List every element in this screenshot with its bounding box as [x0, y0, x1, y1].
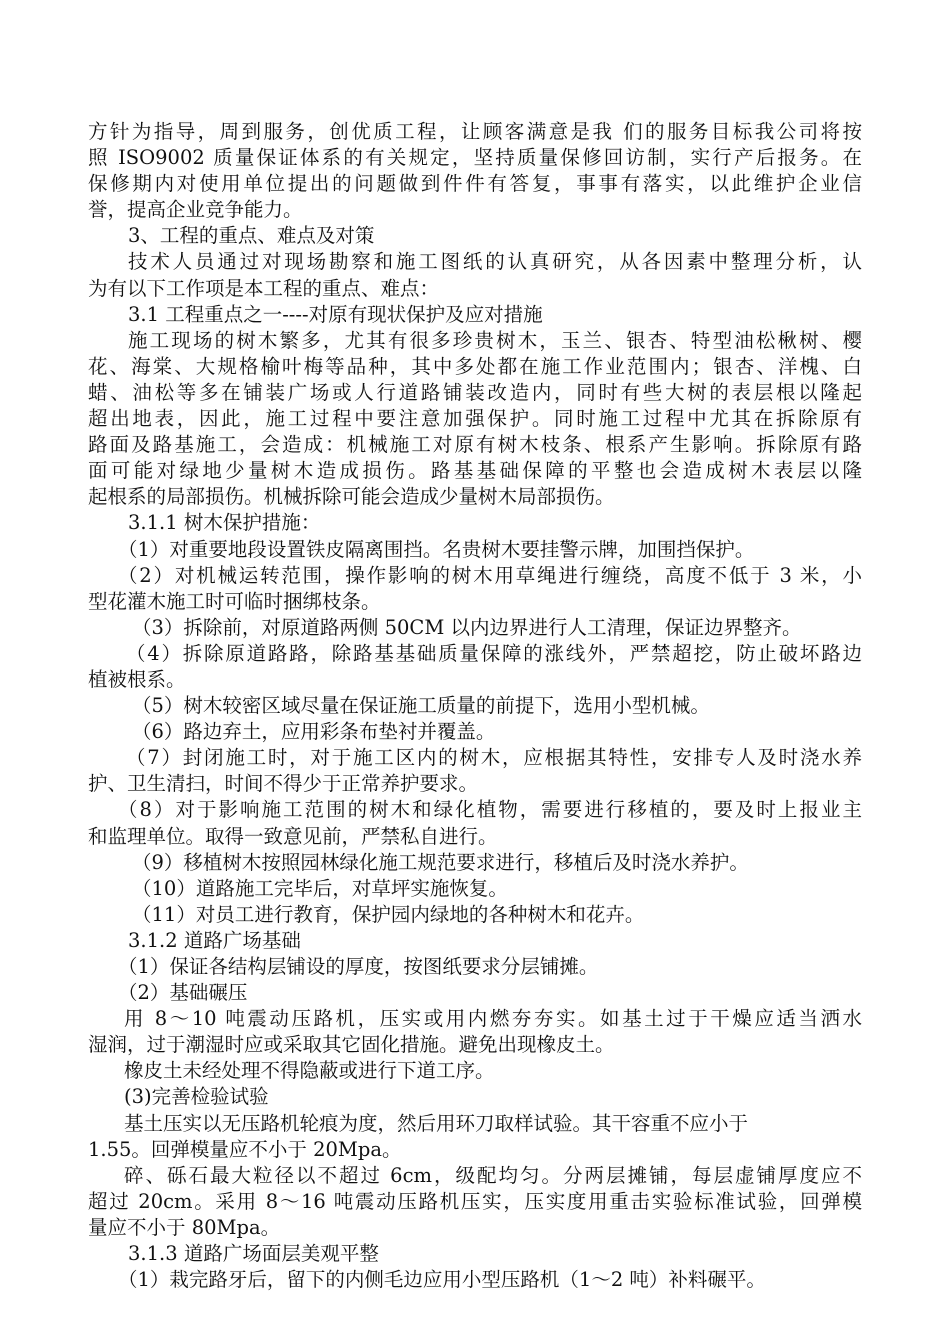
text-line: 路面及路基施工，会造成：机械施工对原有树木枝条、根系产生影响。拆除原有路 [88, 433, 862, 457]
subsection-heading: 3.1 工程重点之一----对原有现状保护及应对措施 [128, 302, 543, 326]
text-line: 和监理单位。取得一致意见前，严禁私自进行。 [88, 824, 498, 848]
text-line: 照 ISO9002 质量保证体系的有关规定，坚持质量保修回访制，实行产后报务。在 [88, 146, 862, 170]
list-item: （3）拆除前，对原道路两侧 50CM 以内边界进行人工清理，保证边界整齐。 [132, 615, 802, 639]
text-line: 方针为指导，周到服务，创优质工程，让顾客满意是我 们的服务目标我公司将按 [88, 120, 862, 143]
list-item: （7）封闭施工时，对于施工区内的树木，应根据其特性，安排专人及时浇水养 [126, 746, 862, 770]
text-line: 施工现场的树木繁多，尤其有很多珍贵树木，玉兰、银杏、特型油松楸树、樱 [128, 328, 862, 352]
text-line: 用 8～10 吨震动压路机，压实或用内燃夯夯实。如基土过于干燥应适当洒水 [124, 1007, 862, 1031]
text-line: 面可能对绿地少量树木造成损伤。路基基础保障的平整也会造成树木表层以隆 [88, 459, 862, 483]
text-line: 起根系的局部损伤。机械拆除可能会造成少量树木局部损伤。 [88, 485, 615, 509]
text-line: 植被根系。 [88, 667, 186, 691]
text-line: 为有以下工作项是本工程的重点、难点： [88, 276, 440, 300]
subsection-heading: 3.1.1 树木保护措施： [128, 511, 321, 535]
text-line: 护、卫生清扫，时间不得少于正常养护要求。 [88, 772, 479, 796]
text-line: 量应不小于 80Mpa。 [88, 1215, 281, 1239]
document-page [88, 119, 862, 1293]
text-line: 型花灌木施工时可临时捆绑枝条。 [88, 589, 381, 613]
list-item: （8）对于影响施工范围的树木和绿化植物，需要进行移植的，要及时上报业主 [118, 798, 862, 822]
list-item: （1）栽完路牙后，留下的内侧毛边应用小型压路机（1～2 吨）补料碾平。 [118, 1268, 766, 1292]
list-item: （6）路边弃土，应用彩条布垫衬并覆盖。 [132, 720, 496, 744]
text-line: 超过 20cm。采用 8～16 吨震动压路机压实，压实度用重击实验标准试验，回弹模 [88, 1189, 862, 1213]
list-item: （1）保证各结构层铺设的厚度，按图纸要求分层铺摊。 [118, 955, 599, 978]
text-line: 蜡、油松等多在铺装广场或人行道路铺装改造内，同时有些大树的表层根以隆起 [88, 380, 862, 404]
list-item: (3)完善检验试验 [124, 1085, 269, 1109]
text-line: 基土压实以无压路机轮痕为度，然后用环刀取样试验。其干容重不应小于 [124, 1111, 749, 1135]
text-line: 碎、砾石最大粒径以不超过 6cm，级配均匀。分两层摊铺，每层虚铺厚度应不 [124, 1163, 862, 1187]
section-heading: 3、工程的重点、难点及对策 [128, 224, 375, 248]
list-item: （2）基础碾压 [118, 981, 248, 1005]
list-item: （4）拆除原道路路，除路基基础质量保障的涨线外，严禁超挖，防止破坏路边 [126, 641, 862, 665]
text-line: 誉，提高企业竞争能力。 [88, 198, 303, 222]
text-line: 1.55。回弹模量应不小于 20Mpa。 [88, 1137, 402, 1161]
text-line: 橡皮土未经处理不得隐蔽或进行下道工序。 [124, 1059, 495, 1083]
list-item: （9）移植树木按照园林绿化施工规范要求进行，移植后及时浇水养护。 [132, 850, 749, 874]
text-line: 保修期内对使用单位提出的问题做到件件有答复，事事有落实，以此维护企业信 [88, 172, 862, 196]
subsection-heading: 3.1.2 道路广场基础 [128, 928, 301, 952]
text-line: 湿润，过于潮湿时应或采取其它固化措施。避免出现橡皮土。 [88, 1033, 615, 1057]
text-line: 技术人员通过对现场勘察和施工图纸的认真研究，从各因素中整理分析，认 [128, 250, 862, 274]
list-item: （10）道路施工完毕后，对草坪实施恢复。 [132, 876, 508, 900]
list-item: （11）对员工进行教育，保护园内绿地的各种树木和花卉。 [132, 902, 645, 926]
list-item: （5）树木较密区域尽量在保证施工质量的前提下，选用小型机械。 [132, 694, 710, 718]
list-item: （1）对重要地段设置铁皮隔离围挡。名贵树木要挂警示牌，加围挡保护。 [118, 537, 755, 561]
text-line: 超出地表，因此，施工过程中要注意加强保护。同时施工过程中尤其在拆除原有 [88, 407, 862, 431]
subsection-heading: 3.1.3 道路广场面层美观平整 [128, 1242, 379, 1266]
text-line: 花、海棠、大规格榆叶梅等品种，其中多处都在施工作业范围内；银杏、洋槐、白 [88, 354, 862, 378]
list-item: （2）对机械运转范围，操作影响的树木用草绳进行缠绕，高度不低于 3 米，小 [118, 563, 862, 587]
